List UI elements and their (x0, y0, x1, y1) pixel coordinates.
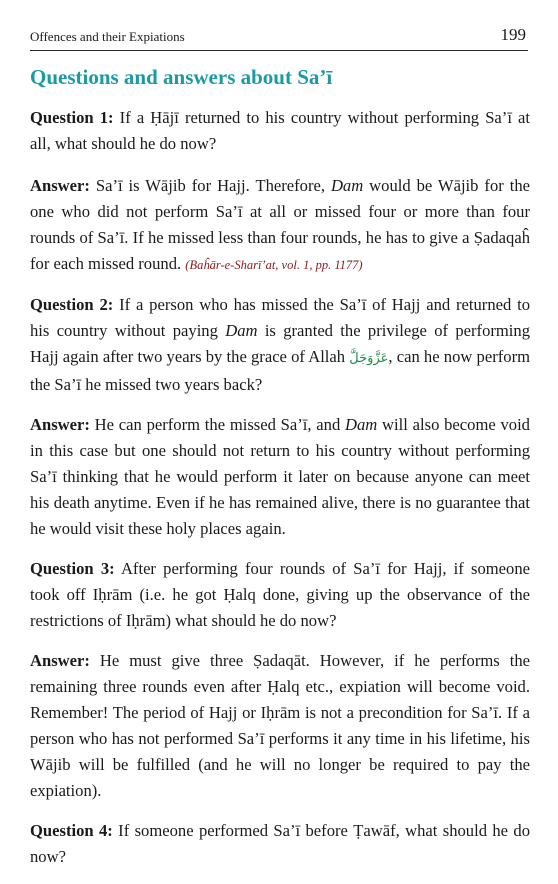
page-header (30, 24, 528, 51)
answer-1 (30, 173, 530, 278)
dam-term: Dam (225, 321, 258, 340)
question-2-text-cont: is granted the privilege of performing Hajj again after two years by the grace of Allah (30, 321, 531, 366)
question-4-text: If someone performed Sa’ī before Ṭawāf, what should he do now? (30, 821, 530, 866)
answer-3 (30, 648, 530, 804)
answer-1-label: Answer: (30, 176, 90, 195)
question-1-text: If a Ḥājī returned to his country without performing Sa’ī at all, what should he do now? (30, 108, 531, 153)
dam-term: Dam (330, 176, 364, 195)
answer-1-text-cont: would be Wājib for the one who did not perform Sa’ī at all or missed four or more than four rounds of Sa’ī. If he missed less than four rounds, he has to give a Ṣadaqaĥ for each missed round. (30, 176, 530, 273)
question-3 (30, 556, 530, 634)
section-title: Questions and answers about Sa’ī (30, 65, 333, 89)
dam-term: Dam (345, 415, 378, 434)
question-2 (30, 292, 530, 398)
question-4-label: Question 4: (30, 821, 113, 840)
answer-1-text: Sa’ī is Wājib for Hajj. Therefore, (89, 176, 331, 195)
answer-3-text: He must give three Ṣadaqāt. However, if he performs the remaining three rounds even after Ḥalq etc., expiation will become void. Remember! The period of Hajj or Iḥrām is not a precondition for Sa’ī. If a person who has not performed Sa’ī performs it any time in his lifetime, his Wājib will be fulfilled (and he will no longer be required to pay the expiation). (30, 651, 530, 800)
page-content (30, 62, 530, 884)
arabic-honorific: عَزَّوَجَلَّ (349, 351, 389, 366)
question-2-text-end: , can he now perform the Sa’ī he missed two years back? (30, 347, 531, 394)
question-1 (30, 105, 530, 157)
question-4 (30, 818, 530, 870)
running-head: Offences and their Expiations (30, 29, 185, 44)
answer-2 (30, 412, 530, 542)
page-number: 199 (500, 25, 526, 44)
answer-2-text-cont: will also become void in this case but one should not return to his country without performing Sa’ī thinking that he would perform it later on because anyone can meet his death anytime. Even if he has remained alive, there is no guarantee that he would visit these holy places again. (30, 415, 530, 538)
question-2-text: If a person who has missed the Sa’ī of Hajj and returned to his country without paying (30, 295, 531, 340)
answer-2-text: He can perform the missed Sa’ī, and (89, 415, 346, 434)
answer-3-label: Answer: (30, 651, 90, 670)
reference-citation: (Baĥār-e-Sharī’at, vol. 1, pp. 1177) (185, 258, 363, 272)
answer-2-label: Answer: (30, 415, 90, 434)
question-2-label: Question 2: (30, 295, 114, 314)
question-3-text: After performing four rounds of Sa’ī for Hajj, if someone took off Iḥrām (i.e. he got Ḥalq done, giving up the observance of the restrictions of Iḥrām) what should he do now? (30, 559, 530, 630)
question-1-label: Question 1: (30, 108, 114, 127)
question-3-label: Question 3: (30, 559, 115, 578)
